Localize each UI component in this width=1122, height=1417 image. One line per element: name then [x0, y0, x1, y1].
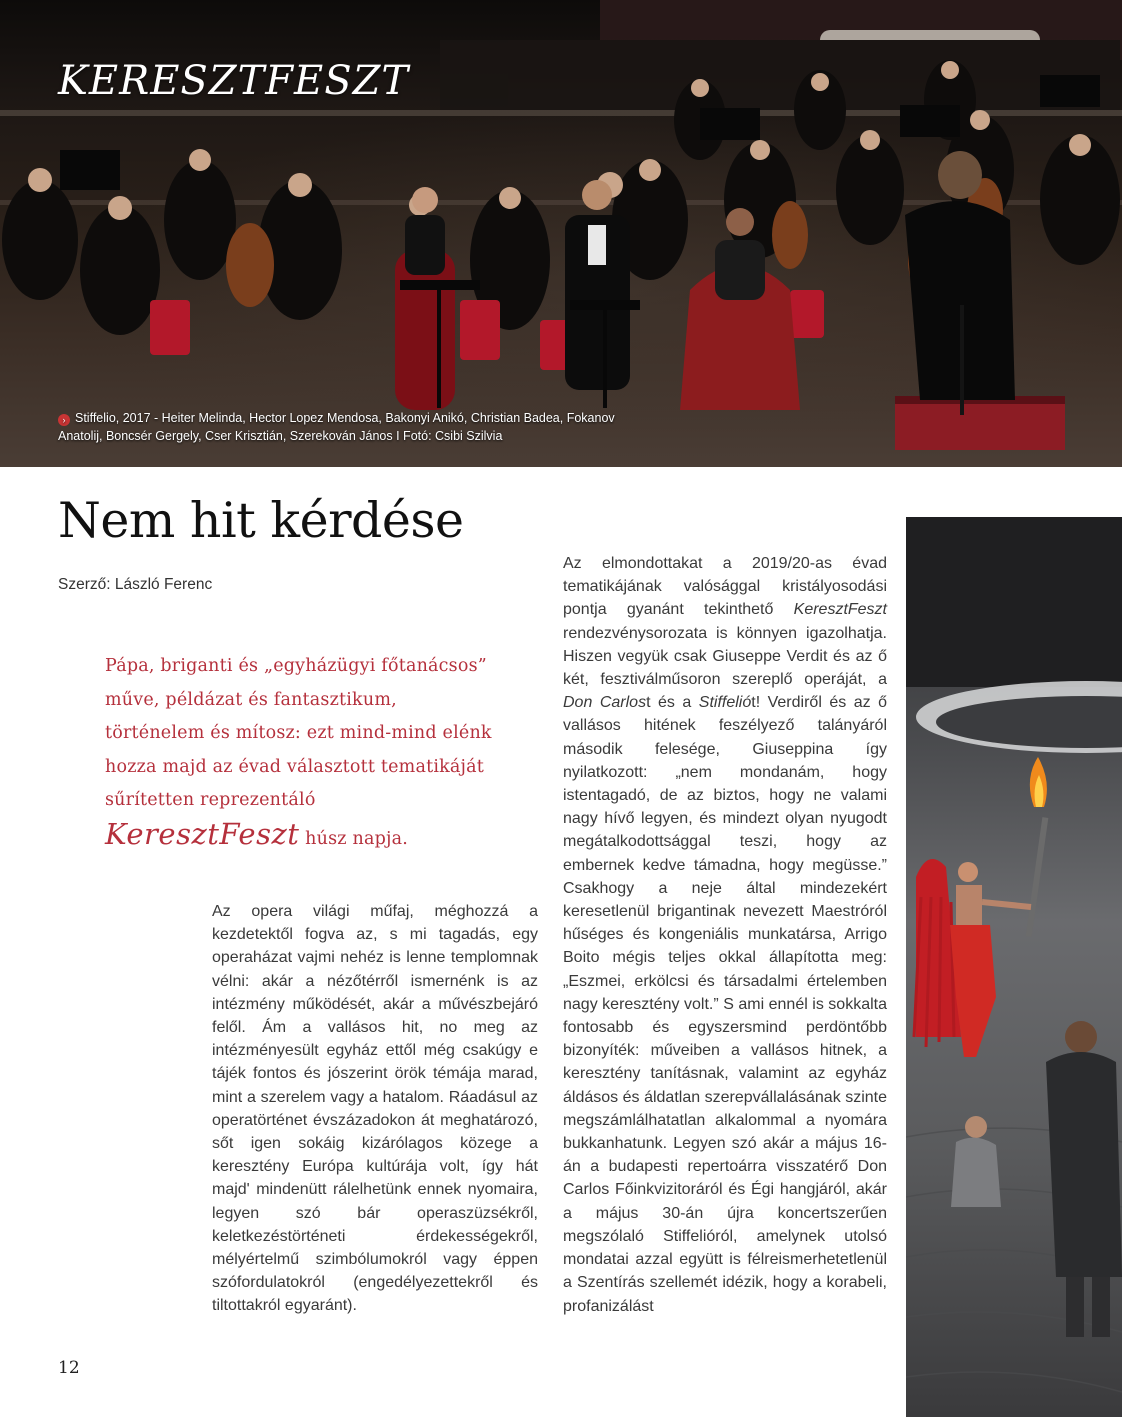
article-title: Nem hit kérdése: [58, 492, 464, 549]
article-column-2: [563, 552, 887, 1318]
pull-quote-text: Pápa, briganti és „egyházügyi főtanácsos” műve, példázat és fantasztikum, történelem és mítosz: ezt mind-mind elénk hozza majd az évad választott tematikáját sűrítetten reprezentáló: [105, 656, 492, 810]
column-2-emphasis-2: Don Carlos: [563, 694, 647, 712]
column-2-emphasis-1: KeresztFeszt: [793, 601, 887, 619]
pull-quote-end: húsz napja.: [305, 828, 409, 849]
photo-caption-text: Stiffelio, 2017 - Heiter Melinda, Hector Lopez Mendosa, Bakonyi Anikó, Christian Badea, Fokanov Anatolij, Boncsér Gergely, Cser Krisztián, Szerekován János I Fotó: Csibi Szilvia: [58, 411, 615, 443]
column-2-text-2: rendezvénysorozata is könnyen igazolhatja. Hiszen vegyük csak Giuseppe Verdit és az ő két, fesztiválműsoron szereplő operáját, a: [563, 624, 887, 689]
column-2-emphasis-3: Stiffelió: [698, 694, 752, 712]
column-2-text-3: t és a: [646, 694, 699, 712]
section-title: KERESZTFESZT: [58, 58, 410, 104]
page-number: 12: [58, 1358, 80, 1378]
pull-quote: [105, 650, 495, 856]
arrow-circle-icon: ›: [58, 414, 70, 426]
stage-photo: [906, 517, 1122, 1417]
stage-illustration: [906, 517, 1122, 1417]
column-2-text-1: Az elmondottakat a 2019/20-as évad tematikájának valósággal kristályosodási pontja gyanánt tekinthető: [563, 555, 887, 619]
photo-caption: [58, 409, 658, 445]
pull-quote-festival-name: KeresztFeszt: [105, 816, 300, 851]
article-column-1: Az opera világi műfaj, méghozzá a kezdetektől fogva az, s mi tagadás, egy operaházat vajmi nehéz is lenne templomnak vélni: akár a nézőtérről ismernénk is az intézmény működését, akár a művészbejáró felől. Ám a vallásos hit, no meg az intézményesült egyház ettől még csakúgy e tájék fontos és jószerint örök témája marad, mint a szerelem vagy a hatalom. Ráadásul az operatörténet évszázadokon át meghatározó, sőt igen sokáig kizárólagos közege a keresztény Európa kultúrája volt, így hát majd' mindenütt rálelhetünk ennek nyomaira, legyen szó bár operaszüzsékről, keletkezéstörténeti érdekességekről, mélyértelmű szimbólumokról vagy éppen szófordulatokról (engedélyezettekről és tiltottakról egyaránt).: [212, 903, 538, 1315]
byline: Szerző: László Ferenc: [58, 576, 213, 593]
column-2-text-4: t! Verdiről és az ő vallásos hitének feszélyező talányáról második felesége, Giuseppina így nyilatkozott: „nem mondanám, hogy istentagadó, de az biztos, hogy ne valami nagy hívő legyen, és mindezt olyan nyugodt megátalkodottsággal teszi, hogy az embernek kedve támadna, hogy megüsse.” Csakhogy a neje által mindezekért keresetlenül brigantinak nevezett Maestróról hűséges és kongeniális munkatársa, Arrigo Boito mégis teljes okkal állapította meg: „Eszmei, erkölcsi és társadalmi értelemben nagy keresztény volt.” S ami ennél is sokkalta fontosabb és egyszersmind perdöntőbb bizonyíték: műveiben a vallásos hitnek, a keresztény tanításnak, valamint az egyház áldásos és áldatlan szerepvállalásának szinte megszámlálhatatlan alkalommal a nyomára bukkanhatunk. Legyen szó akár a május 16-án a budapesti repertoárra visszatérő Don Carlos Főinkvizitoráról és Égi hangjáról, akár a május 30-án újra koncertszerűen megszólaló Stiffelióról, amelynek utolsó mondatai azzal együtt is félreismerhetetlenül a Szentírás szellemét idézik, hogy a korabeli, profanizálást: [563, 694, 888, 1315]
orchestra-photo: [0, 0, 1122, 467]
